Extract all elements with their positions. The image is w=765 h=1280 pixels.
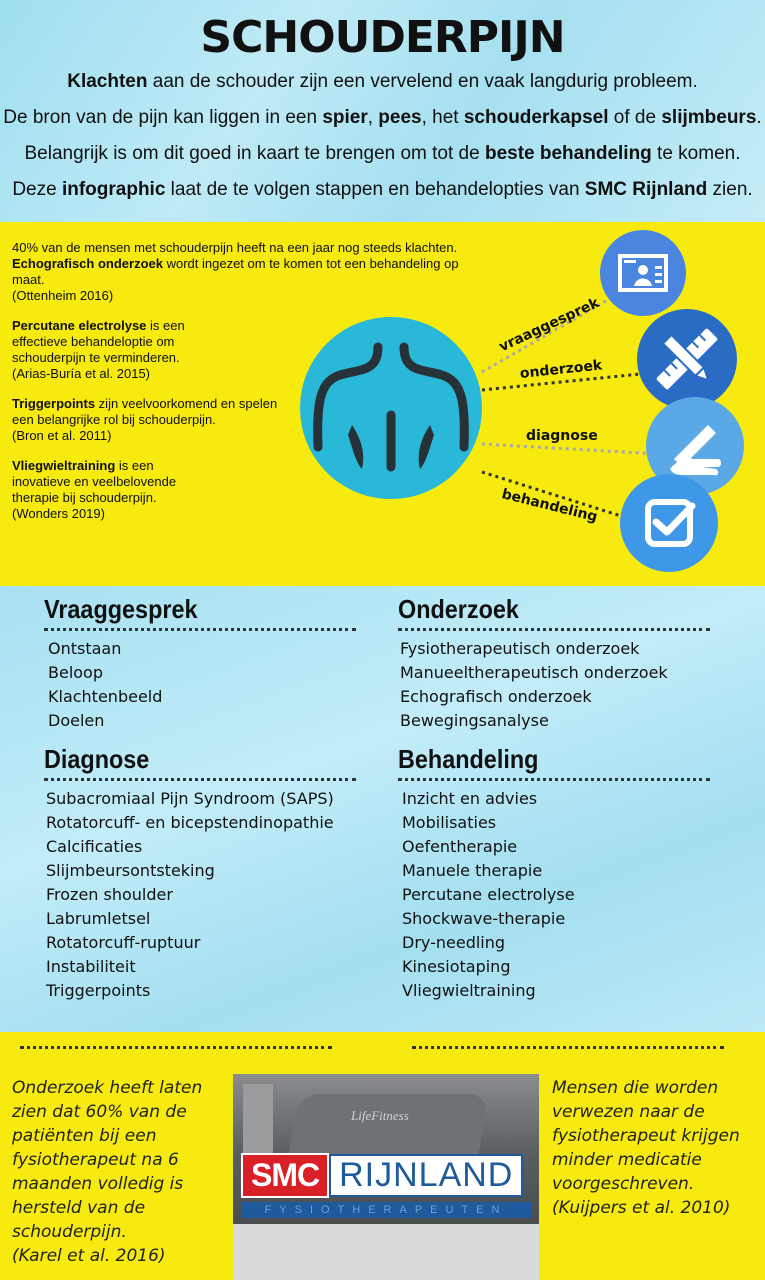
list-item: Echografisch onderzoek bbox=[400, 687, 592, 706]
emphasis-text: schouderkapsel bbox=[463, 107, 609, 128]
list-item: Inzicht en advies bbox=[402, 789, 538, 808]
text-run: Belangrijk is om dit goed in kaart te brengen om tot de bbox=[24, 143, 485, 164]
quote-source: (Karel et al. 2016) bbox=[12, 1246, 166, 1266]
text-run: of de bbox=[608, 107, 662, 128]
fact-source: (Arias-Buría et al. 2015) bbox=[12, 366, 151, 381]
photo-brand-text: LifeFitness bbox=[351, 1108, 409, 1123]
emphasis-text: SMC Rijnland bbox=[584, 179, 708, 200]
intro-line bbox=[0, 172, 765, 208]
list-item: Rotatorcuff- en bicepstendinopathie bbox=[46, 813, 334, 832]
text-run: te komen. bbox=[651, 143, 741, 164]
emphasis-text: Triggerpoints bbox=[12, 396, 96, 411]
list-item: Instabiliteit bbox=[46, 957, 136, 976]
vraaggesprek-section bbox=[44, 594, 356, 733]
clinic-photo bbox=[233, 1074, 539, 1280]
list-item: Dry-needling bbox=[402, 933, 506, 952]
dotted-divider bbox=[398, 628, 710, 631]
header bbox=[0, 0, 765, 222]
intro-line bbox=[0, 100, 765, 136]
text-run: laat de te volgen stappen en behandelopties van bbox=[165, 179, 585, 200]
emphasis-text: infographic bbox=[61, 179, 166, 200]
list-item: Vliegwieltraining bbox=[402, 981, 536, 1000]
vraaggesprek-step-circle bbox=[600, 230, 686, 316]
text-run: , bbox=[367, 107, 379, 128]
quote-source: (Kuijpers et al. 2010) bbox=[552, 1198, 731, 1218]
fact-source: (Bron et al. 2011) bbox=[12, 428, 112, 443]
emphasis-text: Percutane electrolyse bbox=[12, 318, 147, 333]
text-run: zijn veelvoorkomend en spelen een belangrijke rol bij schouderpijn. bbox=[12, 396, 278, 427]
step-label-vraaggesprek: vraaggesprek bbox=[496, 294, 602, 356]
intro-line bbox=[0, 64, 765, 100]
list-item: Slijmbeursontsteking bbox=[46, 861, 215, 880]
list-item: Oefentherapie bbox=[402, 837, 518, 856]
dotted-divider bbox=[412, 1046, 724, 1049]
list-item: Percutane electrolyse bbox=[402, 885, 575, 904]
onderzoek-section bbox=[398, 594, 710, 733]
steps-band bbox=[0, 222, 765, 586]
list-item: Mobilisaties bbox=[402, 813, 497, 832]
emphasis-text: Klachten bbox=[67, 71, 148, 92]
list-item: Bewegingsanalyse bbox=[400, 711, 549, 730]
list-item: Manuele therapie bbox=[402, 861, 543, 880]
page-title: SCHOUDERPIJN bbox=[200, 12, 565, 63]
quote-right: Mensen die worden verwezen naar de fysiotherapeut krijgen minder medicatie voorgeschreven. (Kuijpers et al. 2010) bbox=[552, 1078, 740, 1218]
id-card-icon bbox=[600, 230, 686, 316]
emphasis-text: beste behandeling bbox=[484, 143, 652, 164]
text-run: . bbox=[756, 107, 762, 128]
bottom-band bbox=[0, 1032, 765, 1280]
onderzoek-step-circle bbox=[637, 309, 737, 409]
step-label-onderzoek: onderzoek bbox=[519, 357, 603, 382]
section-list bbox=[44, 637, 356, 733]
dotted-divider bbox=[398, 778, 710, 781]
list-item: Triggerpoints bbox=[46, 981, 151, 1000]
text-run: is een effectieve behandeloptie om schouderpijn te verminderen. bbox=[12, 318, 185, 365]
dotted-divider bbox=[20, 1046, 332, 1049]
dotted-divider bbox=[44, 628, 356, 631]
list-item: Manueeltherapeutisch onderzoek bbox=[400, 663, 668, 682]
section-title: Behandeling bbox=[398, 744, 539, 774]
emphasis-text: Echografisch onderzoek bbox=[12, 256, 163, 271]
dotted-divider bbox=[44, 778, 356, 781]
text-run: , het bbox=[421, 107, 464, 128]
behandeling-step-circle bbox=[620, 474, 718, 572]
text-run: Deze bbox=[12, 179, 62, 200]
logo-subtitle: FYSIOTHERAPEUTEN bbox=[241, 1202, 531, 1218]
section-title: Vraaggesprek bbox=[44, 594, 198, 624]
list-item: Labrumletsel bbox=[46, 909, 151, 928]
section-title: Onderzoek bbox=[398, 594, 519, 624]
section-title: Diagnose bbox=[44, 744, 150, 774]
text-run: 40% van de mensen met schouderpijn heeft na een jaar nog steeds klachten. bbox=[12, 240, 458, 255]
list-item: Subacromiaal Pijn Syndroom (SAPS) bbox=[46, 789, 334, 808]
step-label-diagnose: diagnose bbox=[526, 428, 598, 444]
section-list bbox=[44, 787, 356, 1003]
fact-source: (Wonders 2019) bbox=[12, 506, 105, 521]
list-item: Kinesiotaping bbox=[402, 957, 511, 976]
list-item: Klachtenbeeld bbox=[48, 687, 163, 706]
list-item: Calcificaties bbox=[46, 837, 143, 856]
behandeling-section bbox=[398, 744, 710, 1003]
intro-text bbox=[0, 64, 765, 208]
intro-line bbox=[0, 136, 765, 172]
emphasis-text: slijmbeurs bbox=[661, 107, 757, 128]
emphasis-text: Vliegwieltraining bbox=[12, 458, 116, 473]
text-run: is een inovatieve en veelbelovende therapie bij schouderpijn. bbox=[12, 458, 177, 505]
text-run: zien. bbox=[707, 179, 753, 200]
section-list bbox=[398, 637, 710, 733]
list-item: Shockwave-therapie bbox=[402, 909, 566, 928]
list-item: Doelen bbox=[48, 711, 105, 730]
section-list bbox=[398, 787, 710, 1003]
pencil-ruler-icon bbox=[637, 309, 737, 409]
text-run: aan de schouder zijn een vervelend en vaak langdurig probleem. bbox=[147, 71, 698, 92]
steps-details bbox=[0, 586, 765, 1032]
smc-rijnland-logo: SMC RIJNLAND bbox=[241, 1150, 523, 1200]
fact-source: (Ottenheim 2016) bbox=[12, 288, 114, 303]
list-item: Rotatorcuff-ruptuur bbox=[46, 933, 201, 952]
emphasis-text: pees bbox=[378, 107, 422, 128]
text-run: wordt ingezet om te komen tot een behandeling op maat. bbox=[12, 256, 459, 287]
list-item: Beloop bbox=[48, 663, 103, 682]
shoulder-body-icon bbox=[300, 317, 482, 499]
emphasis-text: spier bbox=[322, 107, 368, 128]
step-label-behandeling: behandeling bbox=[500, 486, 600, 526]
text-run: De bron van de pijn kan liggen in een bbox=[3, 107, 323, 128]
list-item: Fysiotherapeutisch onderzoek bbox=[400, 639, 640, 658]
list-item: Ontstaan bbox=[48, 639, 122, 658]
checkbox-icon bbox=[620, 474, 718, 572]
quote-left: Onderzoek heeft laten zien dat 60% van de patiënten bij een fysiotherapeut na 6 maanden volledig is hersteld van de schouderpijn. (Karel et al. 2016) bbox=[12, 1078, 203, 1266]
diagnose-section bbox=[44, 744, 356, 1003]
list-item: Frozen shoulder bbox=[46, 885, 173, 904]
